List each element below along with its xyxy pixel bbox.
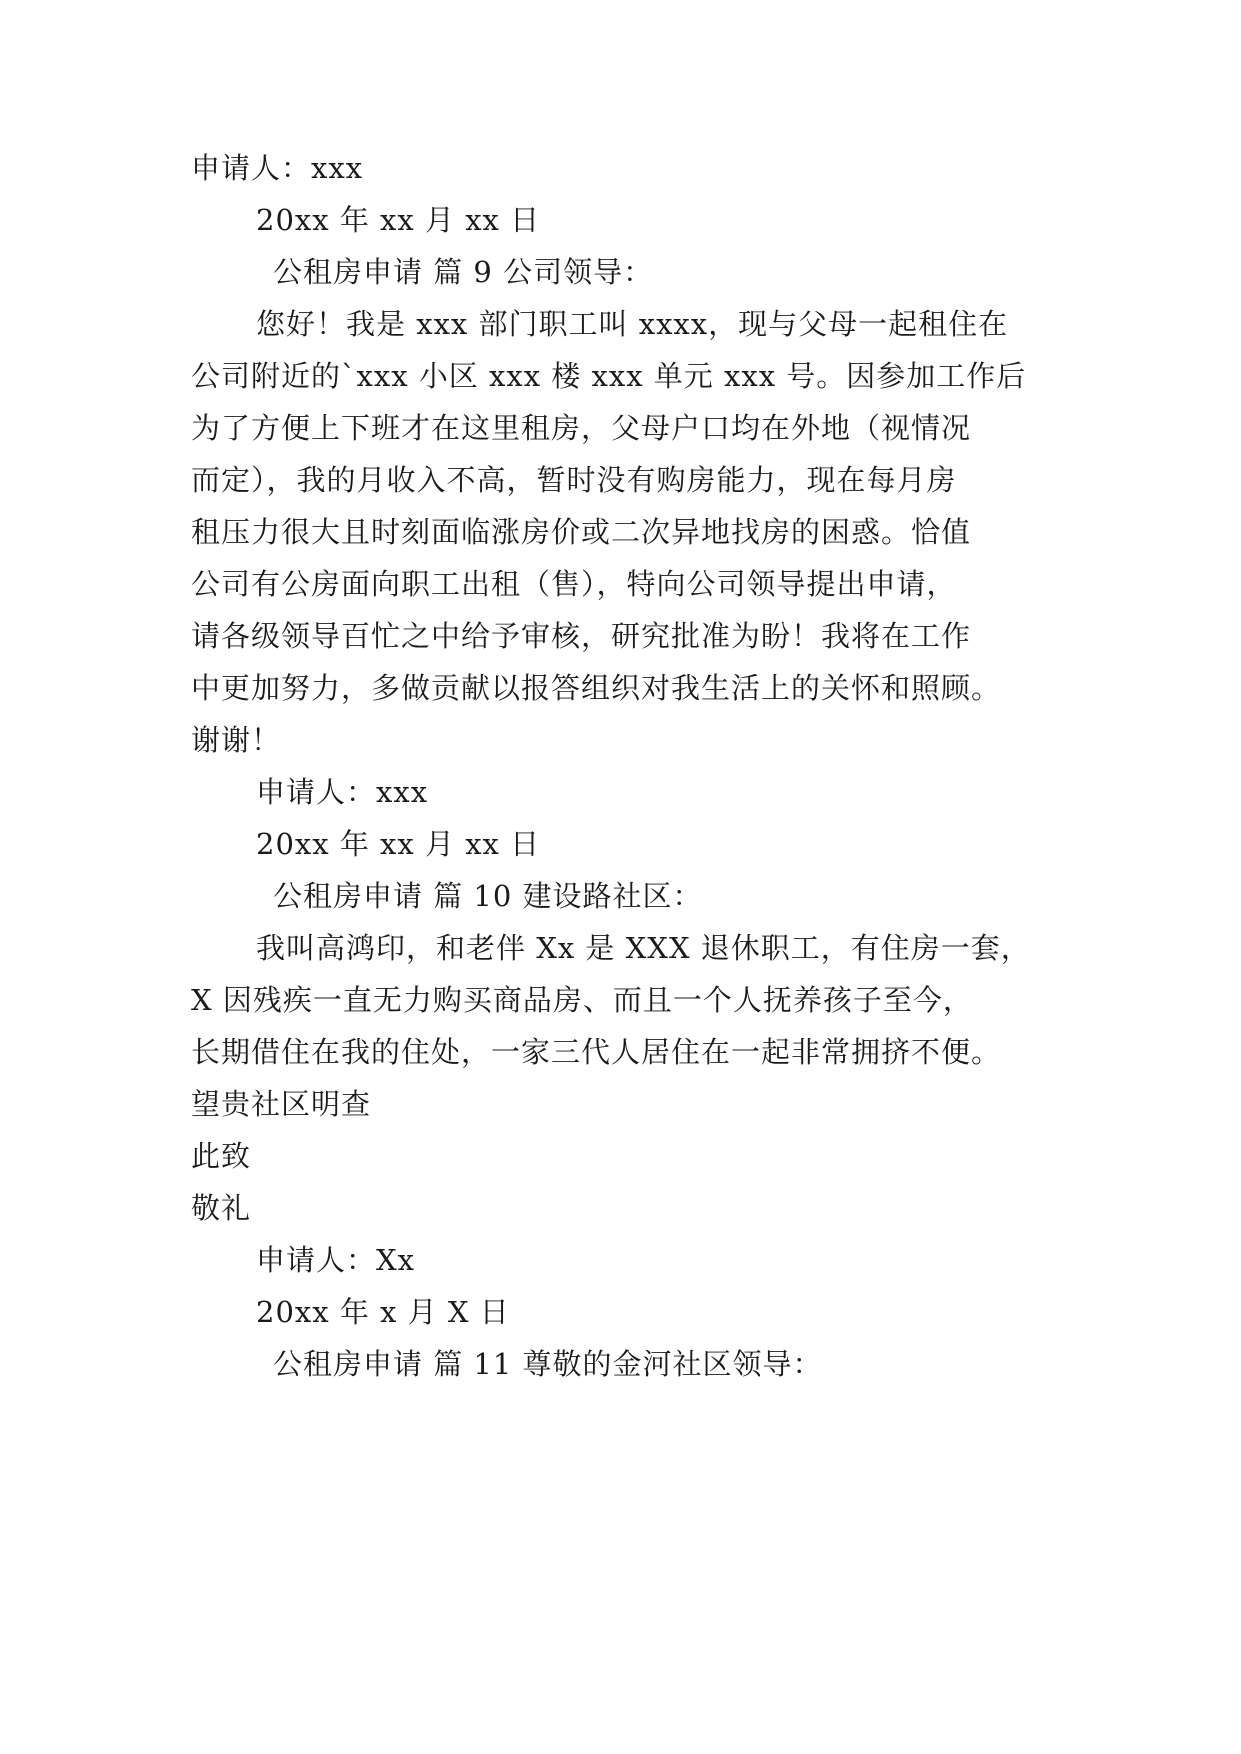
section-heading-9: 公租房申请 篇 9 公司领导： <box>273 255 654 289</box>
applicant-signature-1: 申请人：xxx <box>191 151 364 185</box>
paragraph-line: 长期借住在我的住处，一家三代人居住在一起非常拥挤不便。 <box>191 1035 1002 1069</box>
paragraph-line: 中更加努力，多做贡献以报答组织对我生活上的关怀和照顾。 <box>191 671 1002 705</box>
thanks-line: 谢谢！ <box>191 723 282 757</box>
applicant-signature-3: 申请人：Xx <box>256 1243 416 1277</box>
applicant-signature-2: 申请人：xxx <box>256 775 429 809</box>
paragraph-line: 望贵社区明查 <box>191 1087 372 1121</box>
paragraph-line: 公司附近的`xxx 小区 xxx 楼 xxx 单元 xxx 号。因参加工作后 <box>191 359 1027 393</box>
paragraph-line: X 因残疾一直无力购买商品房、而且一个人抚养孩子至今， <box>191 983 973 1017</box>
paragraph-line: 您好！我是 xxx 部门职工叫 xxxx，现与父母一起租住在 <box>256 307 1009 341</box>
paragraph-line: 我叫高鸿印，和老伴 Xx 是 XXX 退休职工，有住房一套， <box>256 931 1031 965</box>
section-heading-11: 公租房申请 篇 11 尊敬的金河社区领导： <box>273 1347 823 1381</box>
paragraph-line: 而定），我的月收入不高，暂时没有购房能力，现在每月房 <box>191 463 957 497</box>
salutation-line: 敬礼 <box>191 1191 252 1225</box>
section-heading-10: 公租房申请 篇 10 建设路社区： <box>273 879 703 913</box>
date-line-1: 20xx 年 xx 月 xx 日 <box>256 203 541 237</box>
paragraph-line: 租压力很大且时刻面临涨房价或二次异地找房的困惑。恰值 <box>191 515 972 549</box>
paragraph-line: 公司有公房面向职工出租（售），特向公司领导提出申请， <box>191 567 957 601</box>
date-line-3: 20xx 年 x 月 X 日 <box>256 1295 510 1329</box>
closing-line: 此致 <box>191 1139 252 1173</box>
paragraph-line: 为了方便上下班才在这里租房，父母户口均在外地（视情况 <box>191 411 972 445</box>
date-line-2: 20xx 年 xx 月 xx 日 <box>256 827 541 861</box>
paragraph-line: 请各级领导百忙之中给予审核，研究批准为盼！我将在工作 <box>191 619 972 653</box>
